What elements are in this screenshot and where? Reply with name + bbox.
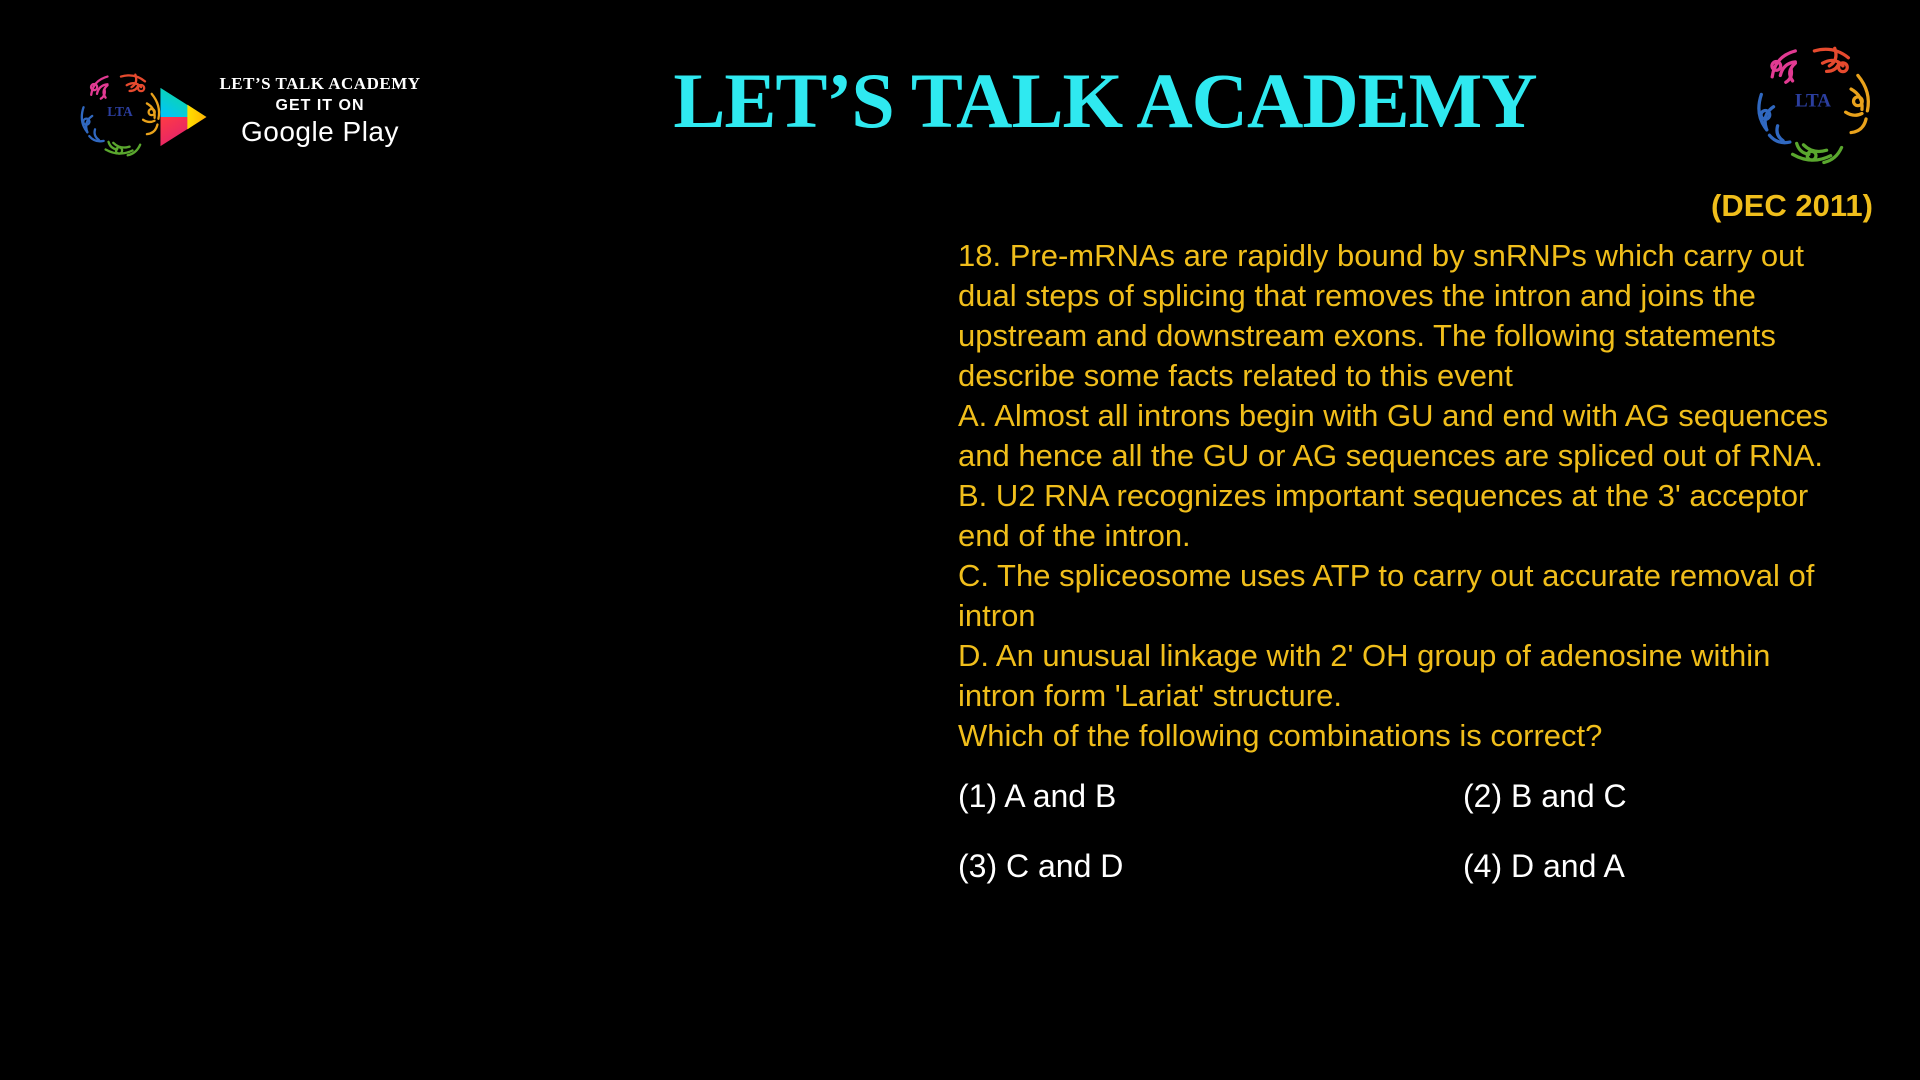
question-line: A. Almost all introns begin with GU and end with AG sequences [958,398,1829,433]
lta-logo-right-icon [1742,36,1884,172]
question-line: and hence all the GU or AG sequences are spliced out of RNA. [958,438,1824,473]
badge-google-play-label: Google Play [240,116,400,147]
question-line: Which of the following combinations is correct? [958,718,1603,753]
question-line: dual steps of splicing that removes the intron and joins the [958,278,1756,313]
question-line: end of the intron. [958,518,1191,553]
google-play-badge[interactable] [156,74,426,152]
question-line: upstream and downstream exons. The following statements [958,318,1776,353]
google-play-triangle-icon [156,82,212,152]
exam-session-tag: (DEC 2011) [1711,188,1873,223]
question-line: intron form 'Lariat' structure. [958,678,1342,713]
badge-get-it-on-label: GET IT ON [275,97,365,114]
question-line: C. The spliceosome uses ATP to carry out accurate removal of [958,558,1815,593]
badge-academy-label: LET’S TALK ACADEMY [219,74,421,93]
question-line: D. An unusual linkage with 2' OH group of adenosine within [958,638,1771,673]
question-line: intron [958,598,1036,633]
question-line: 18. Pre-mRNAs are rapidly bound by snRNPs which carry out [958,238,1804,273]
page-title: LET’S TALK ACADEMY [673,57,1537,144]
answer-options [958,776,1627,886]
question-text [958,236,1898,756]
answer-option-1[interactable]: (1) A and B [958,778,1117,814]
answer-option-2[interactable]: (2) B and C [1463,778,1627,814]
answer-option-4[interactable]: (4) D and A [1463,848,1625,884]
answer-option-3[interactable]: (3) C and D [958,848,1124,884]
question-line: B. U2 RNA recognizes important sequences at the 3' acceptor [958,478,1809,513]
lta-logo-left-icon [72,66,168,162]
question-line: describe some facts related to this event [958,358,1513,393]
google-play-badge-text [214,74,426,148]
